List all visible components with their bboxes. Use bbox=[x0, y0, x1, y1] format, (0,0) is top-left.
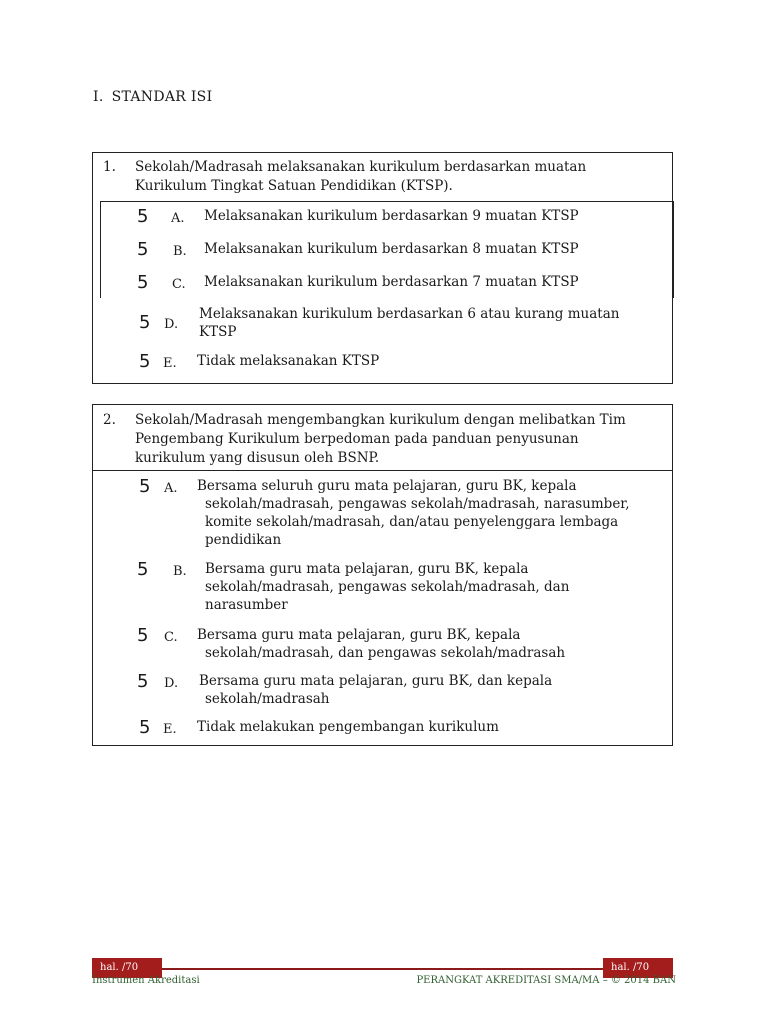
option-text: Tidak melaksanakan KTSP bbox=[197, 353, 380, 369]
option-text: Melaksanakan kurikulum berdasarkan 8 muatan KTSP bbox=[204, 241, 579, 257]
page-number-badge-right: hal. /70 bbox=[603, 958, 673, 978]
section-number: I. bbox=[93, 89, 104, 105]
score-label: 5 bbox=[137, 272, 149, 293]
score-label: 5 bbox=[139, 476, 151, 497]
option-letter: C. bbox=[172, 277, 186, 292]
score-label: 5 bbox=[137, 206, 149, 227]
question-box-1 bbox=[92, 152, 673, 384]
option-letter: E. bbox=[163, 722, 177, 737]
option-letter: E. bbox=[163, 356, 177, 371]
footer-left-text: Instrumen Akreditasi bbox=[92, 975, 200, 986]
option-letter: C. bbox=[164, 630, 178, 645]
score-label: 5 bbox=[139, 312, 151, 333]
question-text: Sekolah/Madrasah melaksanakan kurikulum berdasarkan muatan Kurikulum Tingkat Satuan Pendidikan (KTSP). bbox=[135, 159, 587, 194]
option-text: Bersama guru mata pelajaran, guru BK, dan kepala sekolah/madrasah bbox=[199, 673, 553, 707]
score-label: 5 bbox=[137, 239, 149, 260]
score-label: 5 bbox=[137, 671, 149, 692]
section-name: STANDAR ISI bbox=[111, 89, 213, 105]
score-label: 5 bbox=[137, 625, 149, 646]
question-number: 2. bbox=[103, 412, 116, 428]
option-text: Bersama guru mata pelajaran, guru BK, kepala sekolah/madrasah, dan pengawas sekolah/madrasah bbox=[197, 627, 566, 661]
option-text: Tidak melakukan pengembangan kurikulum bbox=[197, 719, 499, 735]
option-text: Bersama guru mata pelajaran, guru BK, kepala sekolah/madrasah, pengawas sekolah/madrasah, dan narasumber bbox=[205, 561, 570, 613]
option-text: Bersama seluruh guru mata pelajaran, guru BK, kepala sekolah/madrasah, pengawas sekolah/madrasah, narasumber, komite sekolah/madrasah, dan/atau penyelenggara lembaga pendidikan bbox=[197, 478, 630, 548]
question-text: Sekolah/Madrasah mengembangkan kurikulum dengan melibatkan Tim Pengembang Kurikulum berpedoman pada panduan penyusunan kurikulum yang disusun oleh BSNP. bbox=[135, 412, 626, 466]
option-text: Melaksanakan kurikulum berdasarkan 7 muatan KTSP bbox=[204, 274, 579, 290]
footer-divider bbox=[92, 968, 673, 970]
footer-right-text: PERANGKAT AKREDITASI SMA/MA – © 2014 BAN bbox=[416, 975, 676, 986]
score-label: 5 bbox=[139, 351, 151, 372]
question-box-2 bbox=[92, 404, 673, 746]
page-number-badge-left: hal. /70 bbox=[92, 958, 162, 978]
option-letter: B. bbox=[173, 244, 187, 259]
option-text: Melaksanakan kurikulum berdasarkan 6 atau kurang muatan KTSP bbox=[199, 306, 620, 340]
options-frame bbox=[93, 470, 672, 471]
question-number: 1. bbox=[103, 159, 116, 175]
section-title bbox=[93, 89, 212, 105]
option-text: Melaksanakan kurikulum berdasarkan 9 muatan KTSP bbox=[204, 208, 579, 224]
option-letter: A. bbox=[164, 481, 178, 496]
option-letter: D. bbox=[164, 676, 179, 691]
option-letter: A. bbox=[171, 211, 185, 226]
score-label: 5 bbox=[137, 559, 149, 580]
score-label: 5 bbox=[139, 717, 151, 738]
option-letter: D. bbox=[164, 317, 179, 332]
option-letter: B. bbox=[173, 564, 187, 579]
